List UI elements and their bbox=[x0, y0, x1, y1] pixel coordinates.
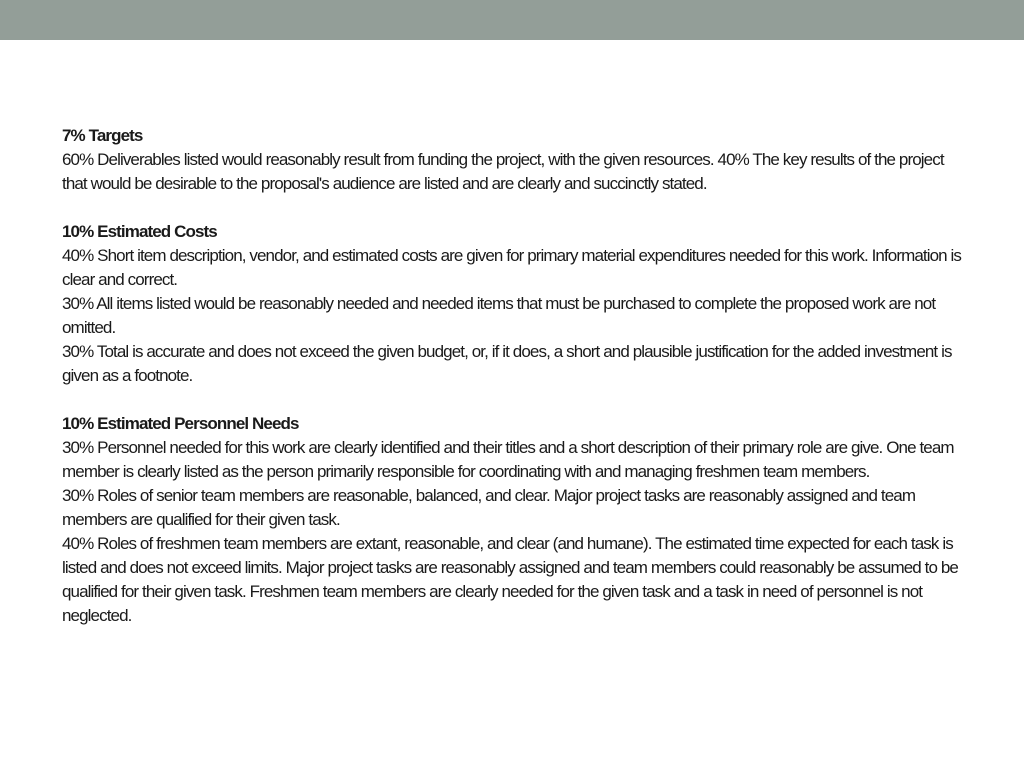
section-paragraph: 30% Total is accurate and does not exceed the given budget, or, if it does, a short and plausible justification for the added investment is given as a footnote. bbox=[62, 342, 952, 385]
section-heading: 10% Estimated Costs bbox=[62, 222, 217, 241]
section-targets bbox=[62, 124, 972, 196]
section-estimated-personnel-needs bbox=[62, 412, 972, 628]
rubric-content bbox=[62, 124, 972, 652]
section-heading: 7% Targets bbox=[62, 126, 143, 145]
section-paragraph: 40% Short item description, vendor, and estimated costs are given for primary material expenditures needed for this work. Information is clear and correct. bbox=[62, 246, 962, 289]
header-band bbox=[0, 0, 1024, 40]
section-heading: 10% Estimated Personnel Needs bbox=[62, 414, 299, 433]
section-paragraph: 30% All items listed would be reasonably needed and needed items that must be purchased to complete the proposed work are not omitted. bbox=[62, 294, 936, 337]
section-estimated-costs bbox=[62, 220, 972, 388]
section-paragraph: 30% Roles of senior team members are reasonable, balanced, and clear. Major project tasks are reasonably assigned and team members are qualified for their given task. bbox=[62, 486, 916, 529]
section-paragraph: 30% Personnel needed for this work are clearly identified and their titles and a short description of their primary role are give. One team member is clearly listed as the person primarily responsible for coordinating with and managing freshmen team members. bbox=[62, 438, 954, 481]
section-paragraph: 60% Deliverables listed would reasonably result from funding the project, with the given resources. 40% The key results of the project that would be desirable to the proposal's audience are listed and are clearly and succinctly stated. bbox=[62, 150, 944, 193]
section-paragraph: 40% Roles of freshmen team members are extant, reasonable, and clear (and humane). The estimated time expected for each task is listed and does not exceed limits. Major project tasks are reasonably assigned and team members could reasonably be assumed to be qualified for their given task. Freshmen team members are clearly needed for the given task and a task in need of personnel is not neglected. bbox=[62, 534, 958, 625]
